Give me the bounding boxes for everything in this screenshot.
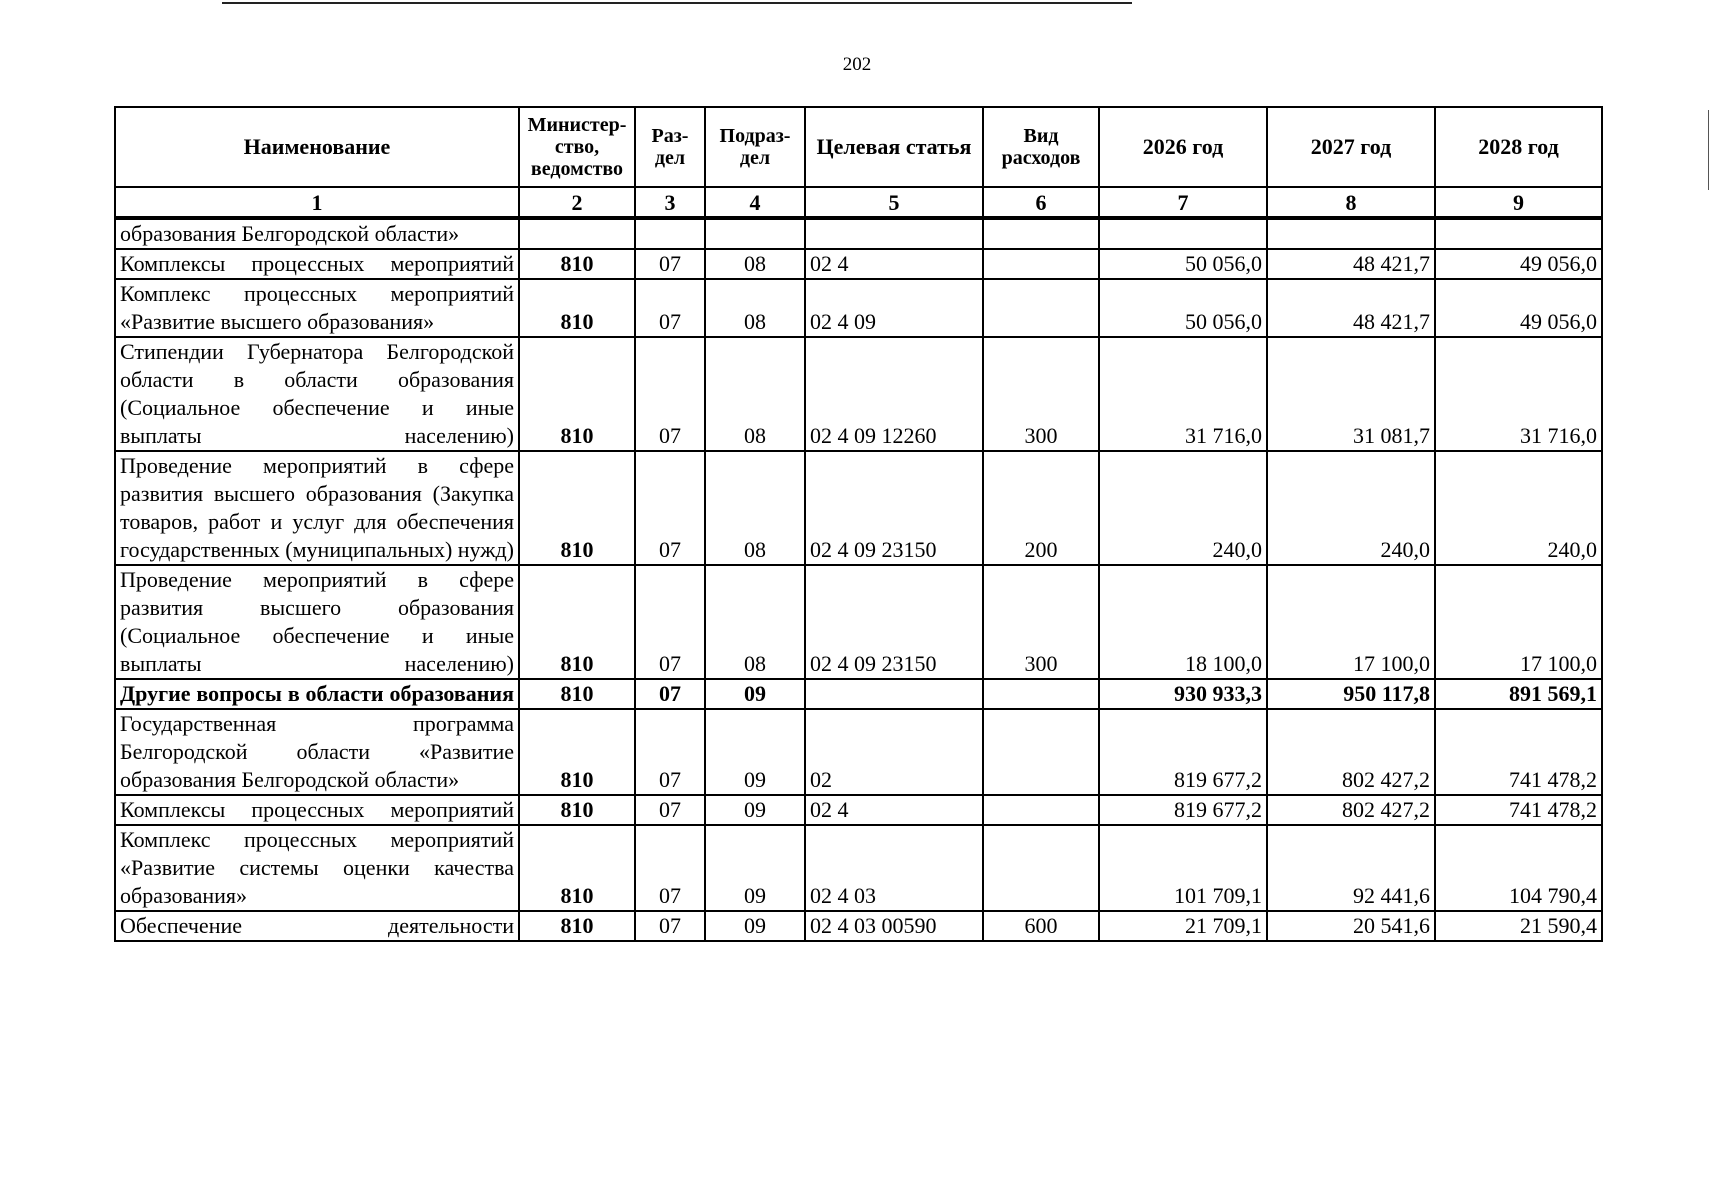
amount-2026-cell <box>1099 218 1267 249</box>
table-row <box>115 337 1602 451</box>
amount-2028-cell: 49 056,0 <box>1435 279 1602 337</box>
column-number: 1 <box>115 187 519 218</box>
amount-2026-cell: 50 056,0 <box>1099 279 1267 337</box>
amount-2027-cell: 950 117,8 <box>1267 679 1435 709</box>
amount-2028-cell: 21 590,4 <box>1435 911 1602 941</box>
section-code-cell: 07 <box>635 249 705 279</box>
amount-2027-cell: 20 541,6 <box>1267 911 1435 941</box>
column-number: 9 <box>1435 187 1602 218</box>
row-name-cell: Другие вопросы в области образования <box>115 679 519 709</box>
subsection-code-cell: 08 <box>705 565 805 679</box>
row-name-cell: Комплексы процессных мероприятий <box>115 795 519 825</box>
row-name-cell: Комплекс процессных мероприятий «Развитие системы оценки качества образования» <box>115 825 519 911</box>
table-row <box>115 218 1602 249</box>
row-name-cell: образования Белгородской области» <box>115 218 519 249</box>
table-row <box>115 565 1602 679</box>
column-number: 4 <box>705 187 805 218</box>
header-year-2028: 2028 год <box>1435 107 1602 187</box>
row-name-cell: Обеспечение деятельности <box>115 911 519 941</box>
subsection-code-cell: 09 <box>705 795 805 825</box>
amount-2026-cell: 819 677,2 <box>1099 795 1267 825</box>
header-year-2026: 2026 год <box>1099 107 1267 187</box>
section-code-cell: 07 <box>635 911 705 941</box>
amount-2026-cell: 930 933,3 <box>1099 679 1267 709</box>
ministry-code-cell: 810 <box>519 911 635 941</box>
ministry-code-cell: 810 <box>519 795 635 825</box>
column-number: 8 <box>1267 187 1435 218</box>
row-name-cell: Стипендии Губернатора Белгородской области в области образования (Социальное обеспечение и иные выплаты населению) <box>115 337 519 451</box>
expense-kind-cell <box>983 825 1099 911</box>
section-code-cell: 07 <box>635 279 705 337</box>
section-code-cell: 07 <box>635 825 705 911</box>
header-target-article: Целевая статья <box>805 107 983 187</box>
amount-2028-cell: 240,0 <box>1435 451 1602 565</box>
page-number: 202 <box>842 54 872 75</box>
expense-kind-cell <box>983 249 1099 279</box>
table-row <box>115 279 1602 337</box>
ministry-code-cell <box>519 218 635 249</box>
header-name: Наименование <box>115 107 519 187</box>
target-article-cell: 02 4 <box>805 795 983 825</box>
amount-2028-cell: 741 478,2 <box>1435 795 1602 825</box>
target-article-cell: 02 4 03 00590 <box>805 911 983 941</box>
header-subsection: Подраз-дел <box>705 107 805 187</box>
amount-2027-cell: 31 081,7 <box>1267 337 1435 451</box>
target-article-cell: 02 4 09 23150 <box>805 565 983 679</box>
ministry-code-cell: 810 <box>519 279 635 337</box>
budget-table <box>114 106 1603 942</box>
table-header <box>115 107 1602 218</box>
amount-2026-cell: 819 677,2 <box>1099 709 1267 795</box>
header-ministry: Министер-ство, ведомство <box>519 107 635 187</box>
amount-2028-cell: 891 569,1 <box>1435 679 1602 709</box>
section-code-cell: 07 <box>635 337 705 451</box>
row-name-cell: Комплексы процессных мероприятий <box>115 249 519 279</box>
row-name-cell: Комплекс процессных мероприятий «Развитие высшего образования» <box>115 279 519 337</box>
subsection-code-cell: 09 <box>705 825 805 911</box>
subsection-code-cell: 09 <box>705 679 805 709</box>
section-code-cell: 07 <box>635 709 705 795</box>
ministry-code-cell: 810 <box>519 565 635 679</box>
target-article-cell: 02 4 09 23150 <box>805 451 983 565</box>
expense-kind-cell <box>983 279 1099 337</box>
amount-2028-cell: 31 716,0 <box>1435 337 1602 451</box>
amount-2028-cell: 741 478,2 <box>1435 709 1602 795</box>
ministry-code-cell: 810 <box>519 249 635 279</box>
table-row <box>115 795 1602 825</box>
amount-2026-cell: 50 056,0 <box>1099 249 1267 279</box>
amount-2026-cell: 101 709,1 <box>1099 825 1267 911</box>
subsection-code-cell: 08 <box>705 279 805 337</box>
header-year-2027: 2027 год <box>1267 107 1435 187</box>
target-article-cell: 02 4 <box>805 249 983 279</box>
amount-2027-cell: 240,0 <box>1267 451 1435 565</box>
table-row <box>115 451 1602 565</box>
amount-2028-cell: 49 056,0 <box>1435 249 1602 279</box>
amount-2026-cell: 21 709,1 <box>1099 911 1267 941</box>
ministry-code-cell: 810 <box>519 709 635 795</box>
target-article-cell: 02 <box>805 709 983 795</box>
column-number: 6 <box>983 187 1099 218</box>
expense-kind-cell <box>983 218 1099 249</box>
column-number-row <box>115 187 1602 218</box>
subsection-code-cell: 08 <box>705 451 805 565</box>
amount-2027-cell: 48 421,7 <box>1267 279 1435 337</box>
amount-2027-cell <box>1267 218 1435 249</box>
target-article-cell: 02 4 03 <box>805 825 983 911</box>
subsection-code-cell: 08 <box>705 249 805 279</box>
subsection-code-cell: 08 <box>705 337 805 451</box>
expense-kind-cell: 600 <box>983 911 1099 941</box>
amount-2028-cell: 17 100,0 <box>1435 565 1602 679</box>
header-row <box>115 107 1602 187</box>
amount-2026-cell: 18 100,0 <box>1099 565 1267 679</box>
table-row <box>115 911 1602 941</box>
table-row <box>115 825 1602 911</box>
ministry-code-cell: 810 <box>519 337 635 451</box>
subsection-code-cell: 09 <box>705 911 805 941</box>
table-body <box>115 218 1602 941</box>
amount-2028-cell: 104 790,4 <box>1435 825 1602 911</box>
target-article-cell: 02 4 09 12260 <box>805 337 983 451</box>
section-code-cell: 07 <box>635 679 705 709</box>
amount-2027-cell: 802 427,2 <box>1267 795 1435 825</box>
section-code-cell: 07 <box>635 451 705 565</box>
header-section: Раз-дел <box>635 107 705 187</box>
expense-kind-cell <box>983 709 1099 795</box>
amount-2026-cell: 31 716,0 <box>1099 337 1267 451</box>
amount-2027-cell: 802 427,2 <box>1267 709 1435 795</box>
amount-2027-cell: 48 421,7 <box>1267 249 1435 279</box>
ministry-code-cell: 810 <box>519 451 635 565</box>
column-number: 5 <box>805 187 983 218</box>
expense-kind-cell <box>983 679 1099 709</box>
target-article-cell <box>805 218 983 249</box>
target-article-cell: 02 4 09 <box>805 279 983 337</box>
subsection-code-cell <box>705 218 805 249</box>
amount-2027-cell: 92 441,6 <box>1267 825 1435 911</box>
column-number: 2 <box>519 187 635 218</box>
top-border-line <box>222 2 1132 4</box>
table-row <box>115 679 1602 709</box>
expense-kind-cell: 300 <box>983 337 1099 451</box>
expense-kind-cell: 200 <box>983 451 1099 565</box>
section-code-cell: 07 <box>635 565 705 679</box>
expense-kind-cell <box>983 795 1099 825</box>
section-code-cell <box>635 218 705 249</box>
row-name-cell: Государственная программа Белгородской области «Развитие образования Белгородской области» <box>115 709 519 795</box>
subsection-code-cell: 09 <box>705 709 805 795</box>
ministry-code-cell: 810 <box>519 825 635 911</box>
amount-2026-cell: 240,0 <box>1099 451 1267 565</box>
column-number: 7 <box>1099 187 1267 218</box>
column-number: 3 <box>635 187 705 218</box>
table-row <box>115 709 1602 795</box>
section-code-cell: 07 <box>635 795 705 825</box>
table-row <box>115 249 1602 279</box>
amount-2027-cell: 17 100,0 <box>1267 565 1435 679</box>
expense-kind-cell: 300 <box>983 565 1099 679</box>
ministry-code-cell: 810 <box>519 679 635 709</box>
amount-2028-cell <box>1435 218 1602 249</box>
row-name-cell: Проведение мероприятий в сфере развития высшего образования (Социальное обеспечение и иные выплаты населению) <box>115 565 519 679</box>
header-expense-kind: Вид расходов <box>983 107 1099 187</box>
scan-edge-line <box>1708 110 1709 190</box>
row-name-cell: Проведение мероприятий в сфере развития высшего образования (Закупка товаров, работ и услуг для обеспечения государственных (муниципальных) нужд) <box>115 451 519 565</box>
target-article-cell <box>805 679 983 709</box>
